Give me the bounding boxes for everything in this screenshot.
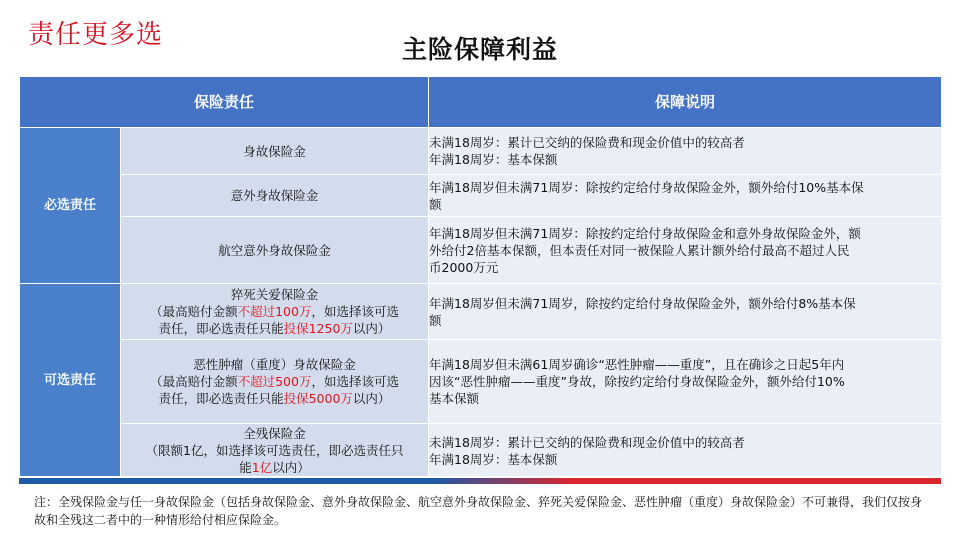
top-border [0,0,960,3]
desc-line: 未满18周岁：累计已交纳的保险费和现金价值中的较高者 [429,135,745,150]
item-limit-text: （最高赔付金额 [150,304,238,319]
item-cell [121,175,429,217]
item-limit-text: 以内） [272,460,310,475]
desc-line: 币2000万元 [429,259,499,275]
desc-line: 年满18周岁：基本保额 [429,451,558,467]
item-limit-text: 以内） [352,391,391,406]
desc-line: 年满18周岁但未满61周岁确诊“恶性肿瘤——重度”，且在确诊之日起5年内 [429,357,845,372]
desc-cell [429,175,942,217]
desc-line: 年满18周岁：基本保额 [429,152,558,167]
category-required: 必选责任 [20,128,121,284]
item-label: 猝死关爱保险金 [230,287,319,302]
item-limit-highlight: 不超过500万 [237,374,312,389]
item-limit-text: （最高赔付金额 [150,374,238,389]
footnote: 注：全残保险金与任一身故保险金（包括身故保险金、意外身故保险金、航空意外身故保险金、猝死关爱保险金、恶性肿瘤（重度）身故保险金）不可兼得，我们仅按身故和全残这二者中的一种情形给付相应保险金。 [34,495,923,527]
category-optional: 可选责任 [20,284,121,478]
item-limit-line [121,459,428,476]
item-cell [121,340,429,424]
item-label: 全残保险金 [243,426,306,441]
item-limit-line [121,320,428,337]
table-row [20,424,942,478]
desc-cell [429,217,942,284]
footer-stripe [19,478,941,484]
desc-line: 外给付2倍基本保额，但本责任对同一被保险人累计额外给付最高不超过人民 [429,242,850,258]
desc-line: 因该“恶性肿瘤——重度”身故，除按约定给付身故保险金外，额外给付10% [429,374,845,389]
item-limit-line [121,390,428,407]
item-label: 恶性肿瘤（重度）身故保险金 [193,357,356,372]
item-limit-highlight: 不超过100万 [237,304,312,319]
desc-line: 基本保额 [429,391,480,406]
table-row [20,217,942,284]
item-cell [121,217,429,284]
page-title: 主险保障利益 [401,35,558,64]
item-cell [121,284,429,340]
desc-cell [429,284,942,340]
desc-line: 额 [429,312,442,328]
desc-line: 年满18周岁但未满71周岁：除按约定给付身故保险金外，额外给付10%基本保 [429,179,864,195]
item-label: 意外身故保险金 [230,188,319,203]
col-header-liability: 保险责任 [20,77,429,128]
feature-tag: 责任更多选 [28,20,164,50]
col-header-description: 保障说明 [429,77,942,128]
desc-cell [429,128,942,175]
item-limit-line [121,303,428,320]
item-cell [121,424,429,478]
desc-line: 年满18周岁但未满71周岁，除按约定给付身故保险金外，额外给付8%基本保 [429,295,856,311]
desc-line: 额 [429,196,442,212]
table-row [20,284,942,340]
desc-line: 年满18周岁但未满71周岁：除按约定给付身故保险金和意外身故保险金外，额 [429,225,861,241]
table-row [20,175,942,217]
item-limit-text: 以内） [352,321,391,336]
item-limit-highlight: 投保5000万 [283,391,353,406]
item-limit-text: ，如选择该可选 [311,304,399,319]
item-limit-line [121,373,428,390]
desc-line: 未满18周岁：累计已交纳的保险费和现金价值中的较高者 [429,434,745,450]
item-limit-text: 能 [239,460,252,475]
desc-cell [429,424,942,478]
item-limit-text: 责任，即必选责任只能 [158,321,284,336]
item-limit-text: 责任，即必选责任只能 [158,391,284,406]
desc-cell [429,340,942,424]
item-limit-highlight: 投保1250万 [283,321,353,336]
item-limit-highlight: 1亿 [251,460,273,475]
item-label: 身故保险金 [243,143,306,159]
item-limit-line: （限额1亿，如选择该可选责任，即必选责任只 [145,443,404,458]
table-row [20,128,942,175]
item-limit-text: ，如选择该可选 [311,374,399,389]
item-label: 航空意外身故保险金 [218,242,331,258]
table-row [20,340,942,424]
table-header-row [20,77,942,128]
item-cell [121,128,429,175]
benefits-table [19,76,942,478]
